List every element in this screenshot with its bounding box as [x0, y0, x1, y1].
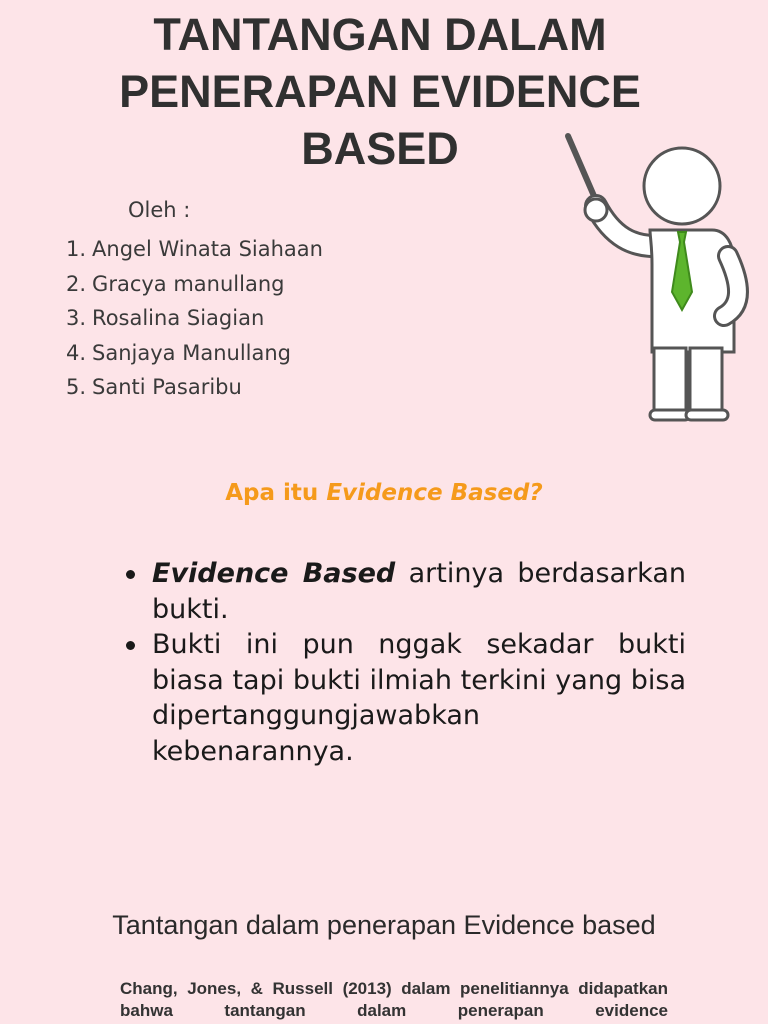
- author-item: [66, 301, 323, 336]
- bullet-icon: [126, 570, 135, 579]
- author-item: [66, 370, 323, 405]
- author-name: Sanjaya Manullang: [92, 340, 292, 365]
- author-name: Santi Pasaribu: [92, 375, 242, 399]
- author-item: [66, 336, 323, 371]
- bullet-icon: [126, 641, 135, 650]
- author-number: 1.: [66, 237, 87, 261]
- list-item: [120, 556, 686, 627]
- author-number: 2.: [66, 271, 87, 296]
- title-line-1: TANTANGAN DALAM: [153, 9, 607, 60]
- list-item: [120, 627, 686, 769]
- author-number: 4.: [66, 340, 87, 365]
- author-name: Angel Winata Siahaan: [92, 237, 323, 261]
- bullet-text: artinya berdasarkan bukti.: [152, 558, 686, 625]
- title-line-3: BASED: [301, 123, 459, 174]
- section-subheading: Tantangan dalam penerapan Evidence based: [112, 910, 656, 940]
- author-item: [66, 267, 323, 302]
- author-item: [66, 232, 323, 267]
- author-name: Gracya manullang: [92, 271, 285, 296]
- author-number: 5.: [66, 375, 87, 399]
- body-paragraph: Chang, Jones, & Russell (2013) dalam penelitiannya didapatkan bahwa tantangan dalam penerapan evidence: [120, 979, 668, 1020]
- bullet-text: Bukti ini pun nggak sekadar bukti biasa tapi bukti ilmiah terkini yang bisa dipertanggungjawabkan kebenarannya.: [152, 629, 686, 767]
- definition-list: [120, 556, 686, 769]
- section-question: [0, 480, 768, 506]
- question-emphasis: Evidence Based?: [326, 480, 543, 506]
- author-number: 3.: [66, 306, 87, 330]
- author-list: [66, 232, 323, 405]
- authors-label: Oleh :: [128, 198, 191, 222]
- author-name: Rosalina Siagian: [92, 306, 265, 330]
- presenter-icon: [552, 126, 752, 436]
- bullet-bold-text: Evidence Based: [152, 558, 396, 589]
- title-line-2: PENERAPAN EVIDENCE: [119, 66, 641, 117]
- question-prefix: Apa itu: [225, 480, 327, 506]
